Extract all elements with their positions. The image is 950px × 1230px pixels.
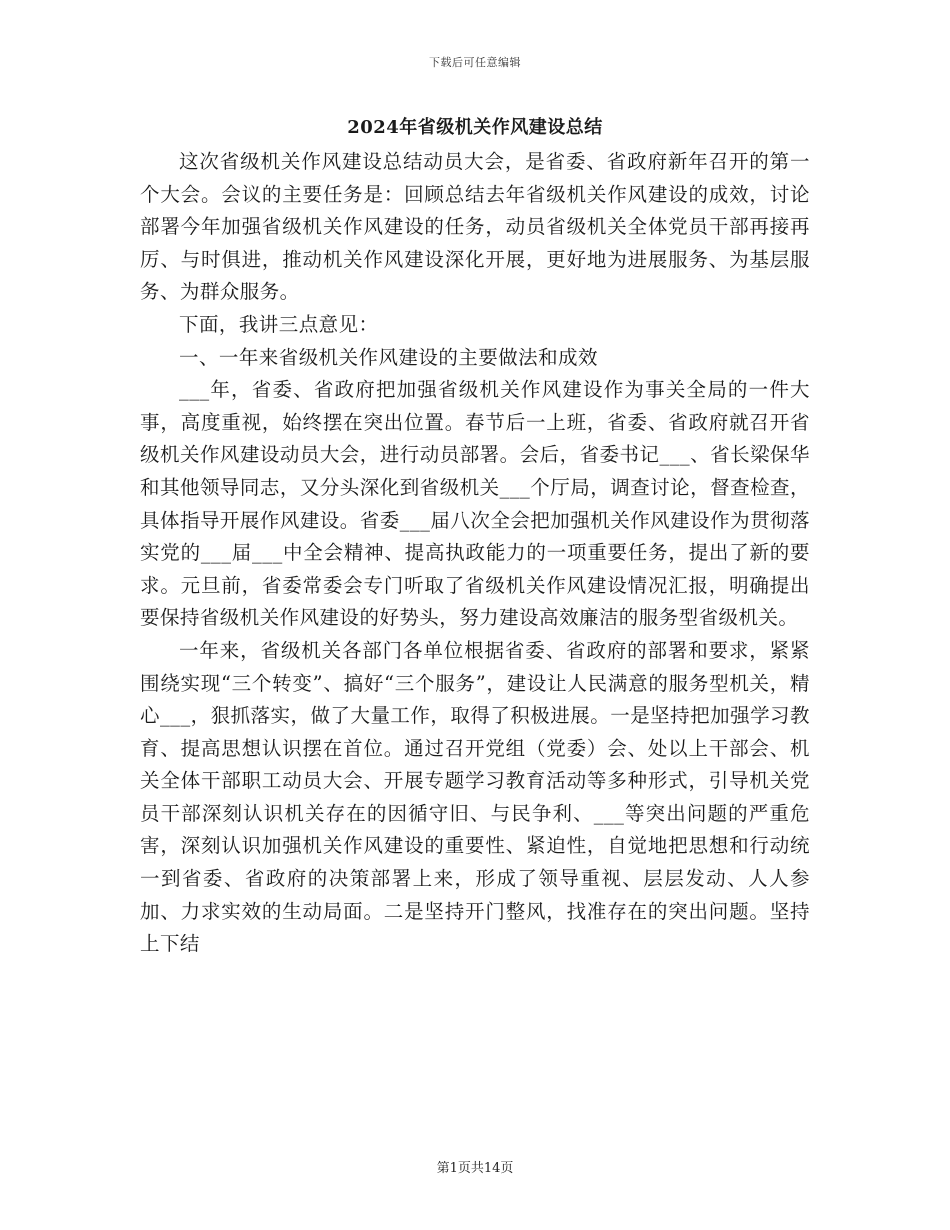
page-number: 第1页共14页 xyxy=(436,1161,514,1176)
body-paragraph-outline: 下面，我讲三点意见： xyxy=(179,312,379,336)
body-paragraph-review: ___年，省委、省政府把加强省级机关作风建设作为事关全局的一件大事，高度重视，始终摆在突出位置。春节后一上班，省委、省政府就召开省级机关作风建设动员大会，进行动员部署。会后，省委书记___、省长梁保华和其他领导同志，又分头深化到省级机关___个厅局，调查讨论，督查检查，具体指导开展作风建设。省委___届八次全会把加强机关作风建设作为贯彻落实党的___届___中全会精神、提高执政能力的一项重要任务，提出了新的要求。元旦前，省委常委会专门听取了省级机关作风建设情况汇报，明确提出要保持省级机关作风建设的好势头，努力建设高效廉洁的服务型省级机关。 xyxy=(140,378,810,630)
document-body xyxy=(140,146,810,961)
body-paragraph-intro: 这次省级机关作风建设总结动员大会，是省委、省政府新年召开的第一个大会。会议的主要任务是：回顾总结去年省级机关作风建设的成效，讨论部署今年加强省级机关作风建设的任务，动员省级机关全体党员干部再接再厉、与时俱进，推动机关作风建设深化开展，更好地为进展服务、为基层服务、为群众服务。 xyxy=(140,150,810,304)
section-heading-1: 一、一年来省级机关作风建设的主要做法和成效 xyxy=(179,345,598,369)
document-title: 2024年省级机关作风建设总结 xyxy=(347,117,603,138)
page-header-note: 下载后可任意编辑 xyxy=(429,56,521,69)
body-paragraph-progress: 一年来，省级机关各部门各单位根据省委、省政府的部署和要求，紧紧围绕实现“三个转变”、搞好“三个服务”，建设让人民满意的服务型机关，精心___，狠抓落实，做了大量工作，取得了积极进展。一是坚持把加强学习教育、提高思想认识摆在首位。通过召开党组（党委）会、处以上干部会、机关全体干部职工动员大会、开展专题学习教育活动等多种形式，引导机关党员干部深刻认识机关存在的因循守旧、与民争利、___等突出问题的严重危害，深刻认识加强机关作风建设的重要性、紧迫性，自觉地把思想和行动统一到省委、省政府的决策部署上来，形成了领导重视、层层发动、人人参加、力求实效的生动局面。二是坚持开门整风，找准存在的突出问题。坚持上下结 xyxy=(140,638,810,956)
